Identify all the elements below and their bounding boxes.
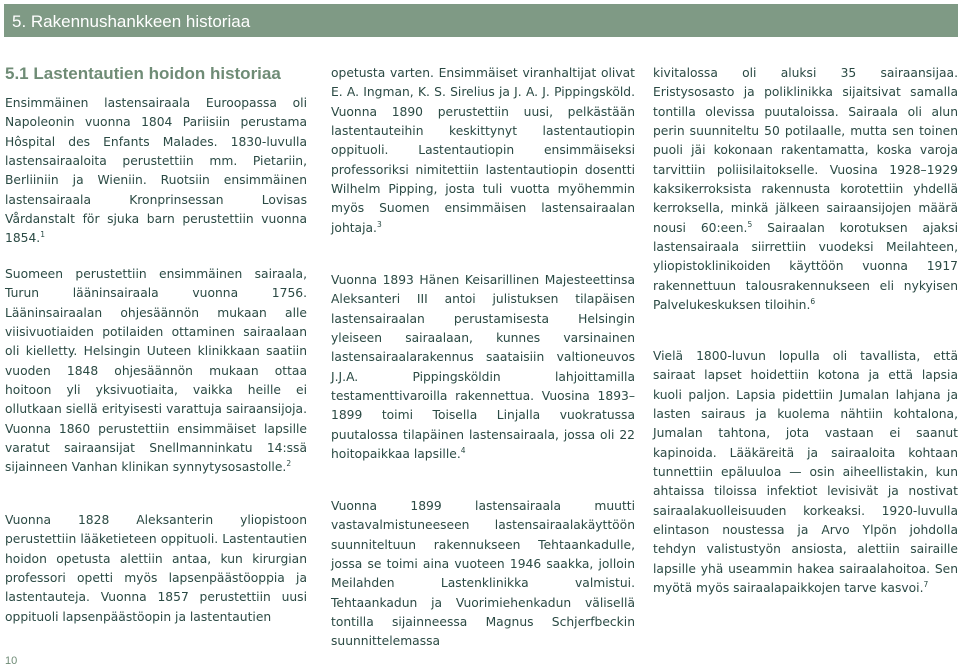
footnote-marker: 1 [40, 230, 45, 240]
paragraph [331, 271, 635, 464]
chapter-header-bar [4, 4, 958, 37]
paragraph-text: Suomeen perustettiin ensimmäinen sairaala, Turun lääninsairaala vuonna 1756. Lääninsairaalan ohjesäännön mukaan alle viisivuotiaiden potilaiden ottaminen sairaalaan oli kielletty. Helsingin Uuteen klinikkaan saatiin vuoden 1848 ohjesäännön mukaan ottaa hoitoon yli yksivuotiaita, vaikka heille ei ollutkaan siellä erityisesti varattuja sairaansijoja. Vuonna 1860 perustettiin ensimmäiset lapsille varatut sairaansijat Snellmanninkatu 14:ssä sijainneen Vanhan klinikan synnytysosastolle. [5, 267, 307, 475]
section-heading: 5.1 Lastentautien hoidon historiaa [5, 64, 281, 83]
footnote-marker: 5 [747, 219, 753, 229]
paragraph-text: kivitalossa oli aluksi 35 sairaansijaa. Eristysosasto ja poliklinikka sijaitsivat samalla tontilla olevissa puutaloissa. Sairaala oli alun perin suunniteltu 50 potilaalle, mutta sen toinen puoli jäi kokonaan rakentamatta, koska varoja tarvittiin poliisilaitokselle. Vuosina 1928–1929 kaksikerroksista rakennusta korotettiin yhdellä kerroksella, minkä jälkeen sairaansijojen määrä nousi 60:een. [653, 66, 958, 235]
footnote-marker: 4 [460, 446, 466, 455]
paragraph [5, 94, 307, 249]
paragraph [653, 64, 958, 315]
footnote-marker: 7 [923, 580, 929, 590]
paragraph-text: Vuonna 1828 Aleksanterin yliopistoon perustettiin lääketieteen oppituoli. Lastentautien hoidon opetusta alettiin antaa, kun kirurgian professori opetti myös lapsenpäästöoppia ja lastentauteja. Vuonna 1857 perustettiin uusi oppituoli lapsenpäästöopin ja lastentautien [5, 513, 307, 624]
paragraph-text: opetusta varten. Ensimmäiset viranhaltijat olivat E. A. Ingman, K. S. Sirelius ja J. A. J. Pippingsköld. Vuonna 1890 perustettiin uusi, pelkästään lastentauteihin keskittynyt lastentautiopin oppituoli. Lastentautiopin ensimmäiseksi professoriksi nimitettiin lastentautiopin dosentti Wilhelm Pipping, josta tuli vuotta myöhemmin myös Suomen ensimmäisen lastensairaalan johtaja. [331, 66, 635, 235]
paragraph-text: Vielä 1800-luvun lopulla oli tavallista, että sairaat lapset hoidettiin kotona ja että lapsia kuoli paljon. Lapsia pidettiin Jumalan lahjana ja lasten sairaus ja kuolema nähtiin kohtalona, Jumalan tahtona, jota vastaan ei saanut kapinoida. Lääkäreitä ja sairaaloita kohtaan tunnettiin epäluuloa — osin aiheellistakin, kun ahtaissa tiloissa infektiot levisivät ja nostivat sairaalakuolleisuuden korkeaksi. 1920-luvulla elintason noustessa ja Arvo Ylpön johdolla tehdyn valistustyön ansiosta, alettiin sairaille lapsille yhä useammin hakea sairaalahoitoa. Sen myötä myös sairaalapaikkojen tarve kasvoi. [653, 349, 958, 596]
footnote-marker: 6 [810, 297, 816, 307]
paragraph [5, 511, 307, 627]
paragraph-text: Sairaalan korotuksen ajaksi lastensairaala siirrettiin vuodeksi Meilahteen, yliopistoklinikoiden käyttöön vuonna 1917 rakennettuun talousrakennukseen eli nykyisen Palvelukeskuksen tiloihin. [653, 220, 958, 313]
paragraph-text: Ensimmäinen lastensairaala Euroopassa oli Napoleonin vuonna 1804 Pariisiin perustama Hôspital des Enfants Malades. 1830-luvulla lastensairaaloita perustettiin mm. Pietariin, Berliiniin ja Wieniin. Ruotsiin ensimmäinen lastensairaala Kronprinsessan Lovisas Vårdanstalt för sjuka barn perustettiin vuonna 1854. [5, 96, 307, 246]
paragraph [331, 497, 635, 652]
paragraph [5, 265, 307, 478]
footnote-marker: 2 [286, 459, 292, 469]
paragraph [331, 64, 635, 238]
footnote-marker: 3 [376, 219, 382, 229]
page-number: 10 [5, 655, 18, 667]
chapter-title: 5. Rakennushankkeen historiaa [12, 12, 251, 31]
paragraph [653, 347, 958, 598]
paragraph-text: Vuonna 1893 Hänen Keisarillinen Majesteettinsa Aleksanteri III antoi julistuksen tilapäisen lastensairaalan perustamisesta Helsingin yleiseen sairaalaan, kunnes varsinainen lastensairaalarakennus saataisiin valtioneuvos J.J.A. Pippingsköldin lahjoittamilla testamenttivaroilla rakennettua. Vuosina 1893–1899 toimi Toisella Linjalla vuokratussa puutalossa tilapäinen lastensairaala, jossa oli 22 hoitopaikkaa lapsille. [331, 273, 635, 462]
paragraph-text: Vuonna 1899 lastensairaala muutti vastavalmistuneeseen lastensairaalakäyttöön suunniteltuun rakennukseen Tehtaankadulle, jossa se toimi aina vuoteen 1946 saakka, jolloin Meilahden Lastenklinikka valmistui. Tehtaankadun ja Vuorimiehenkadun välisellä tontilla sijainneessa Magnus Schjerfbeckin suunnittelemassa [331, 499, 635, 649]
